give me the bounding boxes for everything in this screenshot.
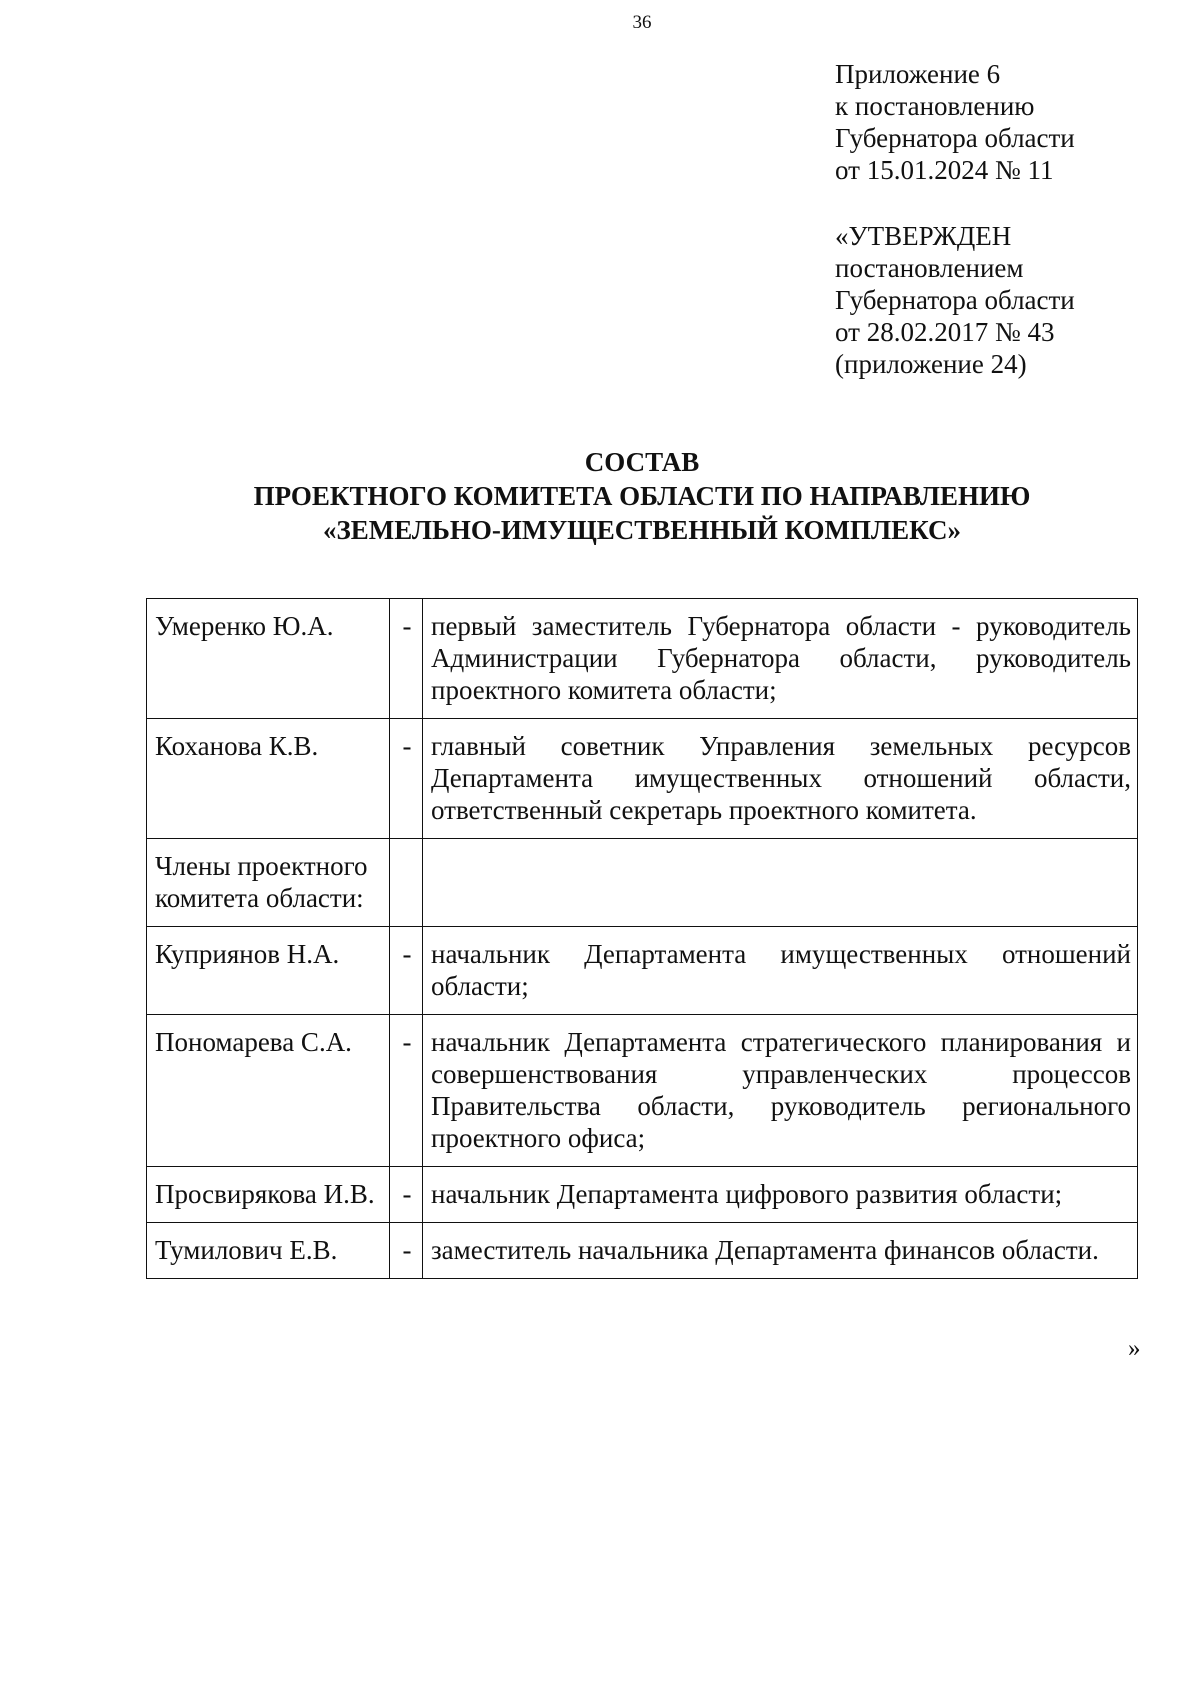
member-role: начальник Департамента стратегического планирования и совершенствования управленческих процессов Правительства области, руководитель регионального проектного офиса;	[423, 1015, 1138, 1167]
document-title	[0, 445, 1200, 547]
dash-separator: -	[390, 1167, 423, 1223]
approval-line: от 28.02.2017 № 43	[835, 317, 1055, 347]
committee-table	[146, 598, 1138, 1279]
member-name: Куприянов Н.А.	[147, 927, 390, 1015]
member-name: Тумилович Е.В.	[147, 1223, 390, 1279]
table-row	[147, 719, 1138, 839]
member-role: начальник Департамента имущественных отношений области;	[423, 927, 1138, 1015]
approval-stamp-text	[835, 220, 1075, 380]
title-line: ПРОЕКТНОГО КОМИТЕТА ОБЛАСТИ ПО НАПРАВЛЕНИЮ	[253, 481, 1031, 511]
table-row	[147, 1015, 1138, 1167]
member-role: первый заместитель Губернатора области - руководитель Администрации Губернатора области, руководитель проектного комитета области;	[423, 599, 1138, 719]
member-role: главный советник Управления земельных ресурсов Департамента имущественных отношений области, ответственный секретарь проектного комитета.	[423, 719, 1138, 839]
appendix-line: Губернатора области	[835, 123, 1075, 153]
page-number: 36	[632, 12, 652, 33]
dash-separator: -	[390, 719, 423, 839]
table-row	[147, 839, 1138, 927]
table-row	[147, 1167, 1138, 1223]
approval-line: Губернатора области	[835, 285, 1075, 315]
member-role: начальник Департамента цифрового развития области;	[423, 1167, 1138, 1223]
dash-separator: -	[390, 599, 423, 719]
member-role: заместитель начальника Департамента финансов области.	[423, 1223, 1138, 1279]
appendix-line: Приложение 6	[835, 59, 1001, 89]
member-name: Коханова К.В.	[147, 719, 390, 839]
appendix-reference	[835, 58, 1075, 186]
member-name: Пономарева С.А.	[147, 1015, 390, 1167]
title-line: «ЗЕМЕЛЬНО-ИМУЩЕСТВЕННЫЙ КОМПЛЕКС»	[322, 515, 962, 545]
member-name: Просвирякова И.В.	[147, 1167, 390, 1223]
title-line: СОСТАВ	[584, 447, 700, 477]
section-label: Члены проектного комитета области:	[147, 839, 390, 927]
appendix-line: от 15.01.2024 № 11	[835, 155, 1054, 185]
table-row	[147, 1223, 1138, 1279]
closing-quote: »	[1128, 1335, 1141, 1362]
member-name: Умеренко Ю.А.	[147, 599, 390, 719]
table-row	[147, 599, 1138, 719]
appendix-line: к постановлению	[835, 91, 1035, 121]
approval-line: постановлением	[835, 253, 1024, 283]
dash-separator: -	[390, 1223, 423, 1279]
dash-separator	[390, 839, 423, 927]
dash-separator: -	[390, 927, 423, 1015]
dash-separator: -	[390, 1015, 423, 1167]
table-row	[147, 927, 1138, 1015]
approval-line: (приложение 24)	[835, 349, 1027, 379]
member-role	[423, 839, 1138, 927]
approval-line: «УТВЕРЖДЕН	[835, 221, 1012, 251]
